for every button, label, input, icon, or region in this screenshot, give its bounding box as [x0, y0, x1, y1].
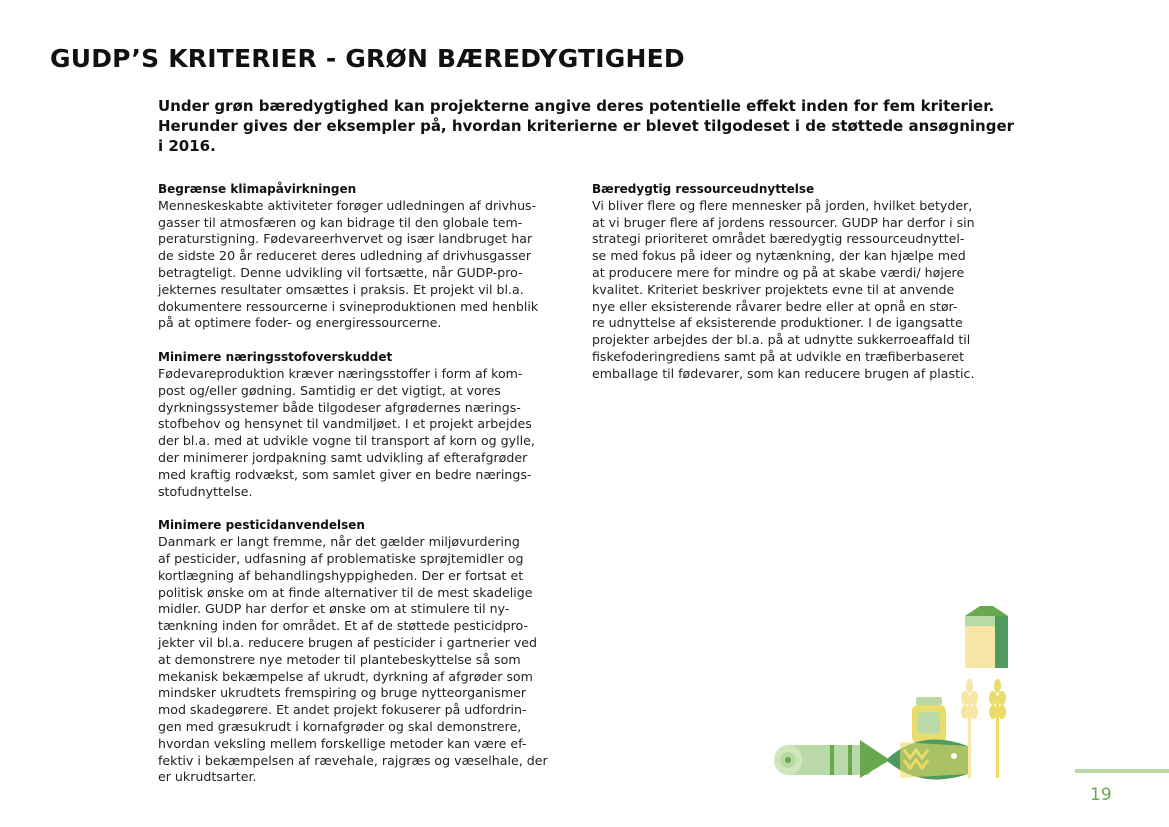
section-heading: Minimere næringsstofoverskuddet — [158, 350, 393, 365]
section-body: Vi bliver flere og flere mennesker på jorden, hvilket betyder, at vi bruger flere af jordens ressourcer. GUDP har derfor i sin strategi prioriteret området bæredygtig ressourceudnyttel- se med fokus på ideer og nytænkning, der kan hjælpe med at producere mere for mindre og på at skabe værdi/ højere kvalitet. Kriteriet beskriver projektets evne til at anvende nye eller eksisterende råvarer bedre eller at opnå en stør- re udnyttelse af eksisterende produktioner. I de igangsatte projekter arbejdes der bl.a. på at udnytte sukkerroeaffald til fiskefoderingrediens samt på at udvikle en træfiberbaseret emballage til fødevarer, som kan reducere brugen af plastic. — [592, 197, 975, 381]
section-klima — [158, 181, 576, 332]
section-body: Danmark er langt fremme, når det gælder miljøvurdering af pesticider, udfasning af problematiske sprøjtemidler og kortlægning af behandlingshyppigheden. Der er fortsat et politisk ønske om at finde alternativer til de mest skadelige midler. GUDP har derfor et ønske om at stimulere til ny- tænkning inden for området. Et af de støttede pesticidpro- jekter vil bl.a. reducere brugen af pesticider i gartnerier ved at demonstrere nye metoder til plantebeskyttelse så som mekanisk bekæmpelse af ukrudt, dyrkning af afgrøder som mindsker ukrudtets fremspiring og bruge nytteorganismer mod skadegørere. Et andet projekt fokuserer på udfordrin- gen med græsukrudt i kornafgrøder og skal demonstrere, hvordan veksling mellem forskellige metoder kan være ef- fektiv i bekæmpelsen af rævehale, rajgræs og væselhale, der er ukrudtsarter. — [158, 534, 548, 785]
left-column — [158, 181, 576, 803]
footer-divider — [1075, 769, 1169, 773]
section-heading: Minimere pesticidanvendelsen — [158, 518, 365, 533]
intro-paragraph: Under grøn bæredygtighed kan projekterne angive deres potentielle effekt inden for fem kriterier. Herunder gives der eksempler på, hvordan kriterierne er blevet tilgodeset i de støttede ansøgninger i 2016. — [158, 97, 1015, 155]
section-heading: Begrænse klimapåvirkningen — [158, 182, 357, 196]
section-pesticid — [158, 517, 576, 786]
section-naeringsstof — [158, 349, 576, 500]
page-title: GUDP’S KRITERIER - GRØN BÆREDYGTIGHED — [50, 44, 685, 73]
fish-icon — [860, 740, 968, 780]
jar-icon — [912, 697, 946, 743]
section-body: Menneskeskabte aktiviteter forøger udledningen af drivhus- gasser til atmosfæren og kan bidrage til den globale tem- peraturstigning. Fødevareerhvervet og især landbruget har de sidste 20 år reduceret deres udledning af drivhusgasser betragteligt. Denne udvikling vil fortsætte, når GUDP-pro- jekternes resultater omsættes i praksis. Et projekt vil bl.a. dokumentere ressourcerne i svineproduktionen med henblik på at optimere foder- og energiressourcerne. — [158, 197, 539, 331]
milk-carton-icon — [965, 606, 1008, 668]
right-column — [592, 181, 1012, 400]
section-heading: Bæredygtig ressourceudnyttelse — [592, 182, 815, 196]
section-body: Fødevareproduktion kræver næringsstoffer i form af kom- post og/eller gødning. Samtidig er det vigtigt, at vores dyrkningssystemer både tilgodeser afgrødernes nærings- stofbehov og hensynet til vandmiljøet. I et projekt arbejdes der bl.a. med at udvikle vogne til transport af korn og gylle, der minimerer jordpakning samt udvikling af efterafgrøder med kraftig rodvækst, som samlet giver en bedre nærings- stofudnyttelse. — [158, 365, 535, 499]
page-number: 19 — [1090, 785, 1112, 805]
food-illustration — [770, 600, 1020, 780]
log-icon — [774, 745, 871, 775]
section-ressource — [592, 181, 1012, 383]
